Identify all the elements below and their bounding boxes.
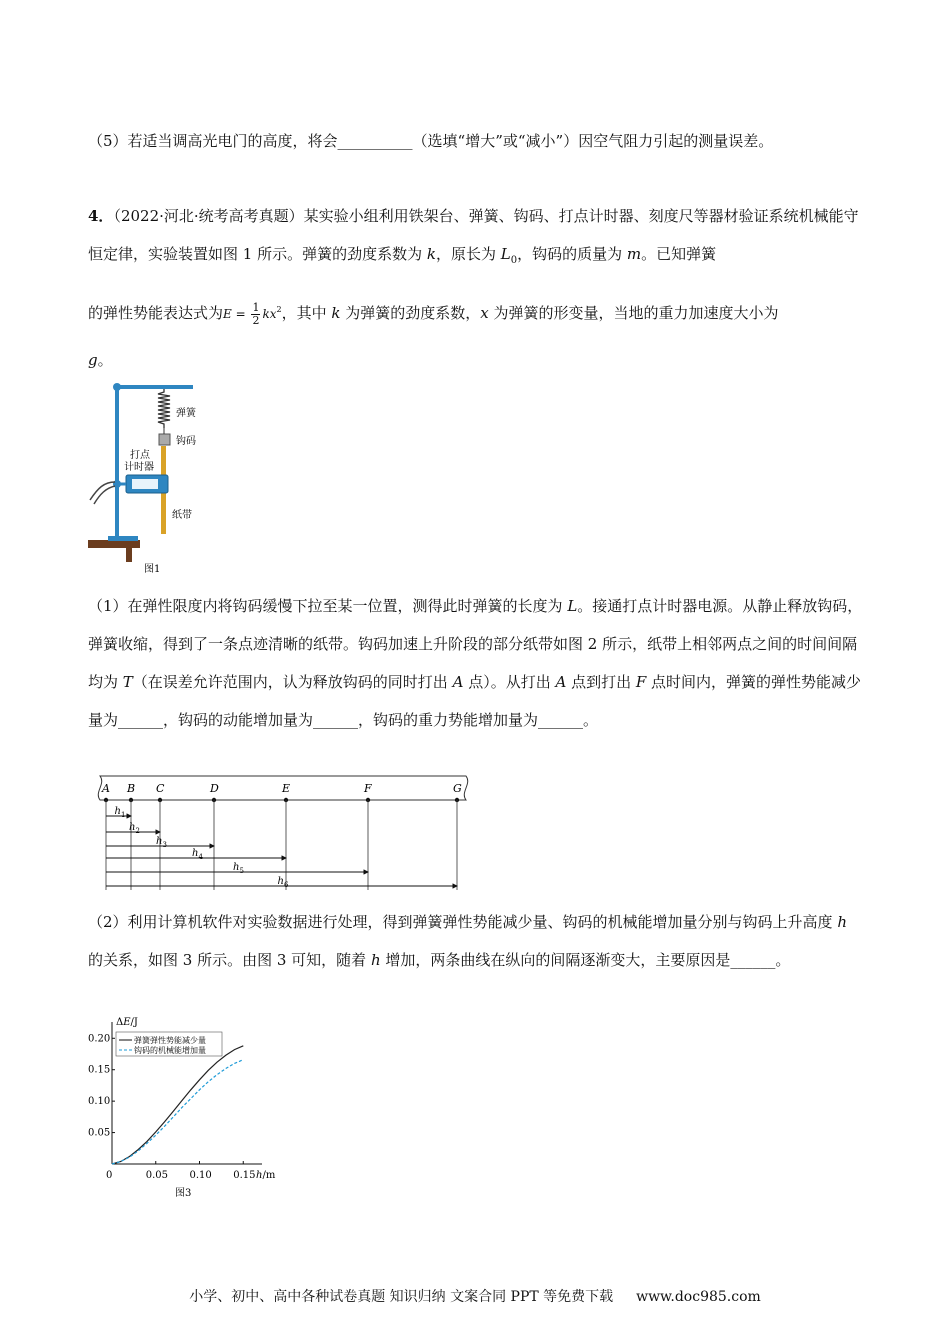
- ylabel: ΔE/J: [116, 1017, 138, 1028]
- h-label-2: $h_2$: [129, 822, 140, 835]
- var-L0: L: [500, 245, 511, 263]
- stand-arm: [115, 385, 193, 389]
- y-tick-label: 0.15: [88, 1064, 111, 1076]
- part1-L: L: [567, 597, 578, 615]
- q4-intro-d: 。已知弹簧: [641, 245, 717, 263]
- h-label-1: $h_1$: [114, 806, 126, 819]
- part2-h: h: [837, 913, 847, 931]
- timer-window: [132, 479, 158, 489]
- h-label-4: $h_4$: [192, 848, 203, 861]
- tape-point-label-C: C: [156, 782, 165, 795]
- part1-F: F: [635, 673, 647, 691]
- tape-point-label-G: G: [453, 782, 462, 795]
- formula-exp: 2: [276, 305, 282, 314]
- legend-label-2: 钩码的机械能增加量: [134, 1046, 206, 1055]
- figure-1-apparatus: [86, 378, 216, 578]
- page-footer: [0, 1286, 950, 1306]
- formula-prefix: 的弹性势能表达式为: [88, 304, 224, 322]
- q4-g-line: [88, 341, 864, 379]
- figure-3-chart: [80, 1010, 290, 1202]
- formula-after-x: x: [480, 304, 489, 322]
- g-end: 。: [97, 351, 113, 369]
- x-tick-label: 0: [106, 1170, 113, 1181]
- y-tick-label: 0.20: [88, 1033, 111, 1045]
- q4-intro-c: ，钩码的质量为: [517, 245, 627, 263]
- tape-point-label-F: F: [364, 782, 372, 795]
- xlabel: h/m: [256, 1170, 276, 1181]
- formula-eq: =: [231, 307, 250, 321]
- part1-A: A: [452, 673, 464, 691]
- label-timer-1: 打点: [130, 450, 150, 461]
- y-tick-label: 0.05: [88, 1127, 111, 1139]
- stand-rod: [115, 386, 119, 536]
- figure-2-tape: [88, 772, 478, 896]
- part2-b: 的关系，如图 3 所示。由图 3 可知，随着: [88, 951, 371, 969]
- label-timer-2: 计时器: [124, 462, 154, 473]
- label-weight: 钩码: [176, 436, 196, 447]
- weight: [159, 434, 170, 445]
- legend-label-1: 弹簧弹性势能减少量: [134, 1036, 206, 1045]
- h-label-6: $h_6$: [277, 876, 289, 889]
- part1-b: 。接通打点计时器电源。从静止释放钩码，弹簧收缩，得到了一条点迹清晰的纸带。钩码加速上升阶段的部分纸带如图 2 所示，纸带上相邻两点之间的时间间隔均为: [88, 597, 863, 691]
- label-tape: 纸带: [172, 510, 192, 521]
- formula-after-b: 为弹簧的劲度系数，: [340, 304, 481, 322]
- footer-text: 小学、初中、高中各种试卷真题 知识归纳 文案合同 PPT 等免费下载: [189, 1289, 614, 1305]
- power-cord: [90, 482, 115, 500]
- part2-h2: h: [370, 951, 381, 969]
- label-spring: 弹簧: [176, 408, 196, 419]
- x-tick-label: 0.05: [145, 1170, 169, 1181]
- part1-T: T: [122, 673, 133, 691]
- part1-c: （在误差允许范围内，认为释放钩码的同时打出: [132, 673, 453, 691]
- var-L0-sub: 0: [510, 255, 518, 266]
- q5-text: （5）若适当调高光电门的高度，将会__________（选填“增大”或“减小”）因空气阻力引起的测量误差。: [88, 132, 774, 150]
- part2-c: 增加，两条曲线在纵向的间隔逐渐变大，主要原因是______。: [380, 951, 791, 969]
- formula-E: E: [223, 307, 232, 321]
- q4-intro-b: ，原长为: [435, 245, 501, 263]
- part1-A2: A: [555, 673, 567, 691]
- stand-base: [108, 536, 138, 541]
- q4-number: 4．: [88, 207, 114, 225]
- x-tick-label: 0.10: [189, 1170, 212, 1181]
- tape-point-label-B: B: [127, 782, 136, 795]
- series-line-1: [112, 1046, 243, 1164]
- y-tick-label: 0.10: [88, 1096, 111, 1108]
- q4-intro-a: （2022·河北·统考高考真题）某实验小组利用铁架台、弹簧、钩码、打点计时器、刻度尺等器材验证系统机械能守恒定律，实验装置如图 1 所示。弹簧的劲度系数为: [88, 207, 859, 263]
- formula-after-a: ，其中: [281, 304, 332, 322]
- formula-after-c: 为弹簧的形变量，当地的重力加速度大小为: [488, 304, 779, 322]
- part2-text: [88, 903, 864, 979]
- formula-after-k: k: [331, 304, 341, 322]
- table-top: [88, 540, 140, 548]
- part1-f: 点时间内，弹簧的弹性势能减少量为______，钩码的动能增加量为______，钩码的重力势能增加量为______。: [88, 673, 862, 729]
- formula-fraction: [251, 302, 260, 327]
- footer-site[interactable]: www.doc985.com: [636, 1289, 761, 1305]
- tape-point-label-A: A: [102, 782, 110, 795]
- h-label-5: $h_5$: [233, 862, 244, 875]
- var-m: m: [626, 245, 642, 263]
- table-leg: [126, 548, 132, 562]
- fig3-caption: 图3: [175, 1188, 192, 1199]
- part1-e: 点到打出: [566, 673, 636, 691]
- part2-a: （2）利用计算机软件对实验数据进行处理，得到弹簧弹性势能减少量、钩码的机械能增加量分别与钩码上升高度: [88, 913, 838, 931]
- tape-point-label-E: E: [282, 782, 291, 795]
- var-g: g: [88, 351, 98, 369]
- q4-formula-line: [88, 290, 864, 334]
- tape-point-label-D: D: [210, 782, 219, 795]
- spring: [158, 389, 170, 428]
- part1-a: （1）在弹性限度内将钩码缓慢下拉至某一位置，测得此时弹簧的长度为: [88, 597, 568, 615]
- x-tick-label: 0.15: [233, 1170, 256, 1181]
- frac-den: 2: [252, 313, 260, 327]
- q4-intro: [88, 197, 864, 280]
- formula-kx: kx: [262, 307, 277, 321]
- series-line-2: [112, 1060, 243, 1164]
- clamp-top: [113, 383, 121, 391]
- power-cord-2: [94, 486, 115, 504]
- part1-d: 点）。从打出: [463, 673, 556, 691]
- fig1-caption: 图1: [144, 564, 161, 575]
- part1-text: [88, 587, 864, 739]
- var-k: k: [426, 245, 436, 263]
- frac-num: 1: [252, 300, 260, 314]
- h-label-3: $h_3$: [156, 836, 167, 849]
